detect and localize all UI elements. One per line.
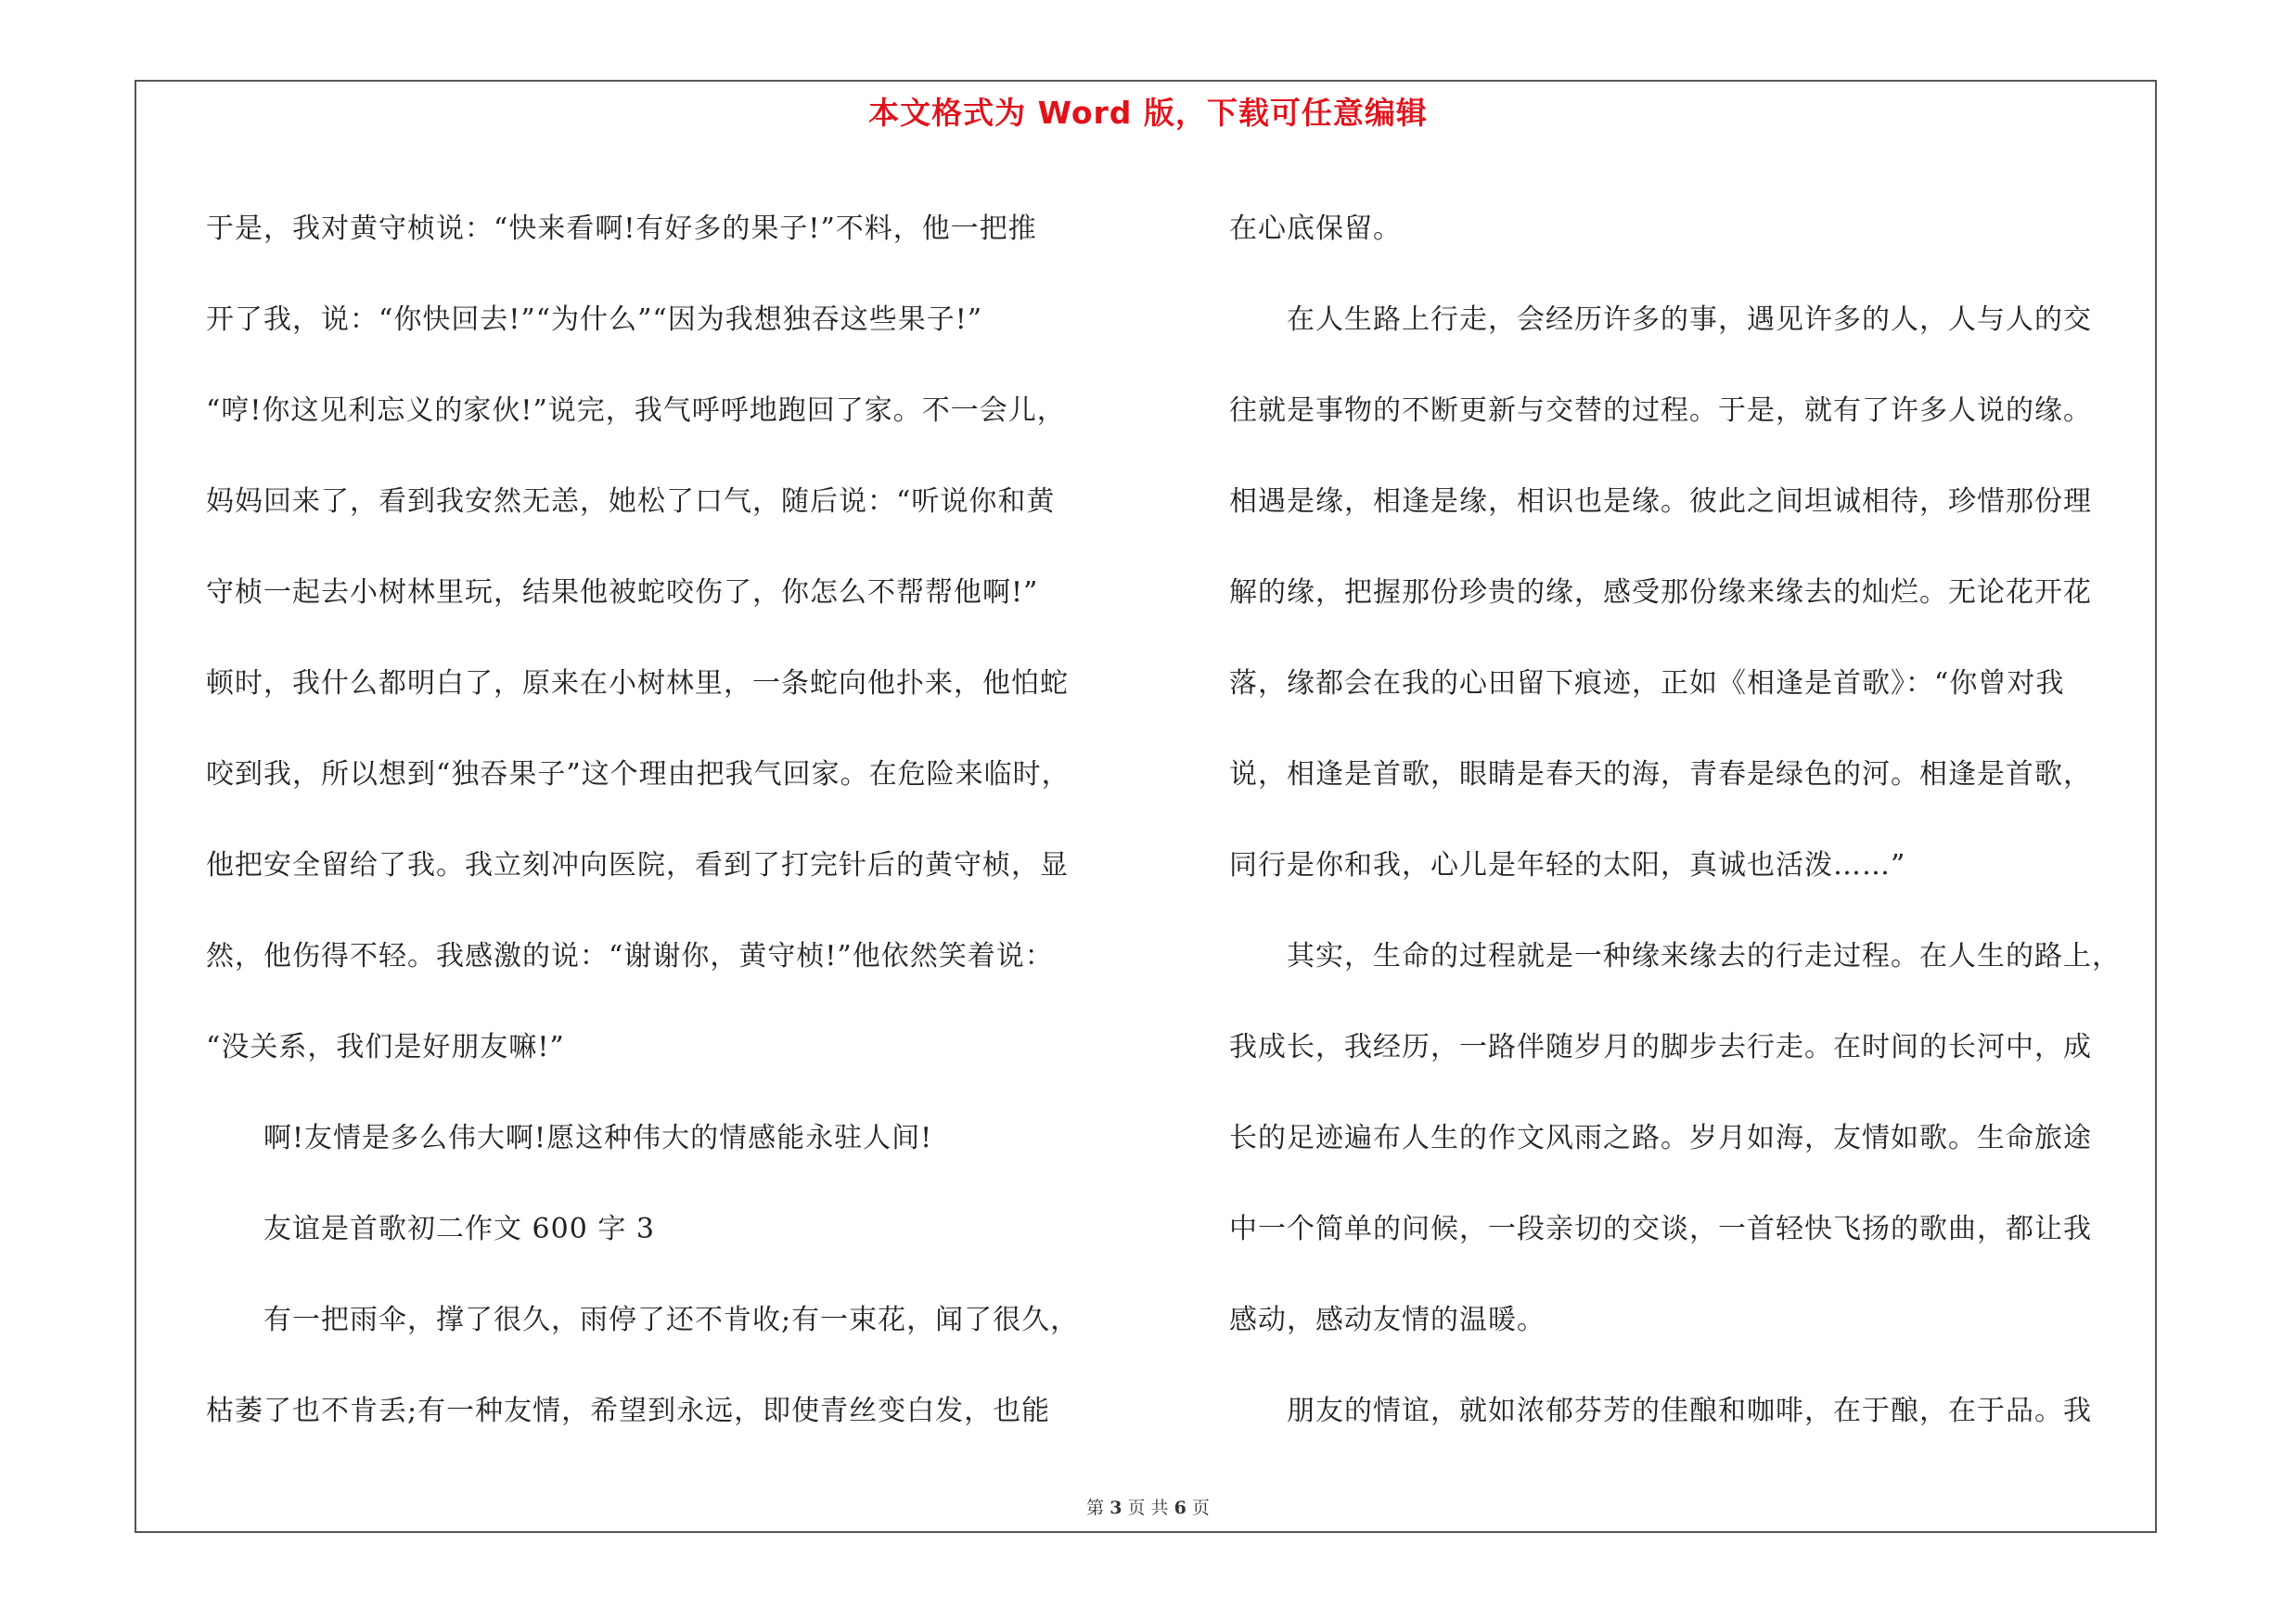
text-line: 在人生路上行走，会经历许多的事，遇见许多的人，人与人的交: [1229, 303, 2092, 336]
footer-suffix: 页: [1191, 1498, 1210, 1518]
text-line: 说，相逢是首歌，眼睛是春天的海，青春是绿色的河。相逢是首歌，: [1229, 758, 2092, 791]
footer-middle: 页 共: [1127, 1498, 1169, 1518]
text-line: “哼!你这见利忘义的家伙!”说完，我气呼呼地跑回了家。不一会儿，: [206, 394, 1066, 427]
text-line: 相遇是缘，相逢是缘，相识也是缘。彼此之间坦诚相待，珍惜那份理: [1229, 485, 2092, 518]
text-line: 我成长，我经历，一路伴随岁月的脚步去行走。在时间的长河中，成: [1229, 1031, 2092, 1063]
footer-prefix: 第: [1086, 1498, 1105, 1518]
text-line: 朋友的情谊，就如浓郁芬芳的佳酿和咖啡，在于酿，在于品。我: [1229, 1395, 2092, 1427]
text-line: 中一个简单的问候，一段亲切的交谈，一首轻快飞扬的歌曲，都让我: [1229, 1213, 2092, 1245]
text-line: 顿时，我什么都明白了，原来在小树林里，一条蛇向他扑来，他怕蛇: [206, 667, 1069, 700]
format-banner: 本文格式为 Word 版，下载可任意编辑: [868, 95, 1428, 131]
section-heading: 友谊是首歌初二作文 600 字 3: [206, 1213, 655, 1245]
text-line: 有一把雨伞，撑了很久，雨停了还不肯收;有一束花，闻了很久，: [206, 1304, 1080, 1336]
page-total: 6: [1174, 1498, 1186, 1518]
text-line: 开了我，说：“你快回去!”“为什么”“因为我想独吞这些果子!”: [206, 303, 983, 336]
text-line: 长的足迹遍布人生的作文风雨之路。岁月如海，友情如歌。生命旅途: [1229, 1122, 2092, 1154]
text-line: 守桢一起去小树林里玩，结果他被蛇咬伤了，你怎么不帮帮他啊!”: [206, 576, 1039, 609]
text-line: 妈妈回来了，看到我安然无恙，她松了口气，随后说：“听说你和黄: [206, 485, 1056, 518]
right-column: [1229, 184, 2175, 1457]
text-line: 咬到我，所以想到“独吞果子”这个理由把我气回家。在危险来临时，: [206, 758, 1071, 791]
text-line: “没关系，我们是好朋友嘛!”: [206, 1031, 565, 1063]
text-line: 于是，我对黄守桢说：“快来看啊!有好多的果子!”不料，他一把推: [206, 213, 1037, 245]
left-column: [206, 184, 1152, 1457]
text-line: 往就是事物的不断更新与交替的过程。于是，就有了许多人说的缘。: [1229, 394, 2092, 427]
text-line: 然，他伤得不轻。我感激的说：“谢谢你，黄守桢!”他依然笑着说：: [206, 940, 1054, 973]
text-line: 同行是你和我，心儿是年轻的太阳，真诚也活泼……”: [1229, 849, 1906, 882]
text-line: 其实，生命的过程就是一种缘来缘去的行走过程。在人生的路上，: [1229, 940, 2121, 973]
page-footer: [0, 1494, 2296, 1519]
text-line: 落，缘都会在我的心田留下痕迹，正如《相逢是首歌》：“你曾对我: [1229, 667, 2065, 700]
text-line: 啊!友情是多么伟大啊!愿这种伟大的情感能永驻人间!: [206, 1122, 933, 1154]
text-line: 感动，感动友情的温暖。: [1229, 1304, 1546, 1336]
text-line: 他把安全留给了我。我立刻冲向医院，看到了打完针后的黄守桢，显: [206, 849, 1069, 882]
text-line: 枯萎了也不肯丢;有一种友情，希望到永远，即使青丝变白发，也能: [206, 1395, 1051, 1427]
page-number: 3: [1110, 1498, 1122, 1518]
text-line: 解的缘，把握那份珍贵的缘，感受那份缘来缘去的灿烂。无论花开花: [1229, 576, 2092, 609]
text-line: 在心底保留。: [1229, 213, 1402, 245]
